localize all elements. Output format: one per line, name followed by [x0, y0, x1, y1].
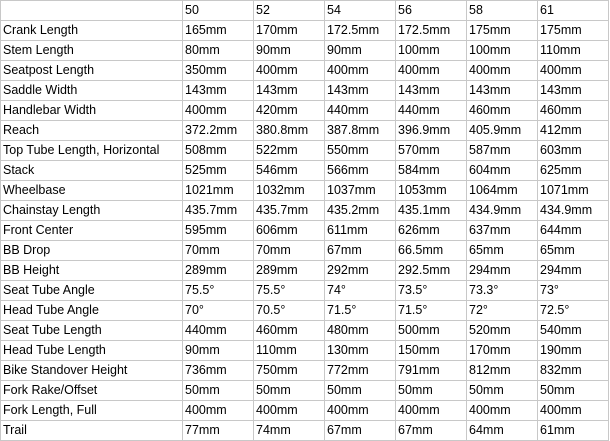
table-cell: 170mm: [467, 341, 538, 361]
table-cell: 644mm: [538, 221, 609, 241]
row-label: Seat Tube Angle: [1, 281, 183, 301]
table-row: [1, 361, 609, 381]
row-label: Stem Length: [1, 41, 183, 61]
table-cell: 550mm: [325, 141, 396, 161]
table-cell: 61mm: [538, 421, 609, 441]
table-cell: 165mm: [183, 21, 254, 41]
row-label: Handlebar Width: [1, 101, 183, 121]
table-row: [1, 41, 609, 61]
table-cell: 460mm: [538, 101, 609, 121]
table-cell: 380.8mm: [254, 121, 325, 141]
table-cell: 396.9mm: [396, 121, 467, 141]
table-row: [1, 301, 609, 321]
table-cell: 50mm: [467, 381, 538, 401]
row-label: Front Center: [1, 221, 183, 241]
table-cell: 626mm: [396, 221, 467, 241]
table-cell: 525mm: [183, 161, 254, 181]
row-label: Stack: [1, 161, 183, 181]
row-label: Chainstay Length: [1, 201, 183, 221]
row-label: Crank Length: [1, 21, 183, 41]
table-cell: 400mm: [467, 61, 538, 81]
table-row: [1, 341, 609, 361]
table-cell: 460mm: [254, 321, 325, 341]
table-cell: 400mm: [325, 61, 396, 81]
table-cell: 74°: [325, 281, 396, 301]
table-cell: 170mm: [254, 21, 325, 41]
table-cell: 400mm: [254, 401, 325, 421]
table-cell: 67mm: [396, 421, 467, 441]
table-cell: 71.5°: [325, 301, 396, 321]
table-row: [1, 261, 609, 281]
table-cell: 294mm: [467, 261, 538, 281]
table-cell: 289mm: [183, 261, 254, 281]
table-cell: 70mm: [254, 241, 325, 261]
table-cell: 1021mm: [183, 181, 254, 201]
table-cell: 440mm: [325, 101, 396, 121]
table-cell: 65mm: [538, 241, 609, 261]
table-cell: 73°: [538, 281, 609, 301]
table-cell: 172.5mm: [325, 21, 396, 41]
table-row: [1, 421, 609, 441]
table-cell: 604mm: [467, 161, 538, 181]
table-cell: 90mm: [325, 41, 396, 61]
table-cell: 66.5mm: [396, 241, 467, 261]
table-cell: 65mm: [467, 241, 538, 261]
table-cell: 750mm: [254, 361, 325, 381]
row-label: Head Tube Length: [1, 341, 183, 361]
table-cell: 400mm: [538, 401, 609, 421]
header-cell-size-54: 54: [325, 1, 396, 21]
table-cell: 50mm: [183, 381, 254, 401]
table-cell: 90mm: [254, 41, 325, 61]
table-cell: 435.2mm: [325, 201, 396, 221]
table-cell: 570mm: [396, 141, 467, 161]
table-row: [1, 81, 609, 101]
table-row: [1, 141, 609, 161]
table-cell: 143mm: [467, 81, 538, 101]
table-cell: 584mm: [396, 161, 467, 181]
table-cell: 175mm: [538, 21, 609, 41]
geometry-table-body: [1, 1, 609, 441]
table-cell: 143mm: [325, 81, 396, 101]
table-cell: 294mm: [538, 261, 609, 281]
table-cell: 1053mm: [396, 181, 467, 201]
table-cell: 400mm: [467, 401, 538, 421]
table-cell: 595mm: [183, 221, 254, 241]
table-cell: 1037mm: [325, 181, 396, 201]
row-label: BB Height: [1, 261, 183, 281]
header-cell-size-52: 52: [254, 1, 325, 21]
row-label: Seatpost Length: [1, 61, 183, 81]
table-cell: 405.9mm: [467, 121, 538, 141]
table-cell: 110mm: [538, 41, 609, 61]
table-cell: 73.5°: [396, 281, 467, 301]
table-cell: 190mm: [538, 341, 609, 361]
table-cell: 587mm: [467, 141, 538, 161]
table-cell: 73.3°: [467, 281, 538, 301]
header-cell-size-58: 58: [467, 1, 538, 21]
table-cell: 772mm: [325, 361, 396, 381]
table-cell: 110mm: [254, 341, 325, 361]
table-cell: 130mm: [325, 341, 396, 361]
table-cell: 71.5°: [396, 301, 467, 321]
table-cell: 143mm: [183, 81, 254, 101]
table-cell: 440mm: [183, 321, 254, 341]
table-row: [1, 21, 609, 41]
table-cell: 67mm: [325, 241, 396, 261]
table-cell: 289mm: [254, 261, 325, 281]
table-cell: 520mm: [467, 321, 538, 341]
table-cell: 1071mm: [538, 181, 609, 201]
table-cell: 400mm: [325, 401, 396, 421]
table-cell: 400mm: [396, 401, 467, 421]
row-label: Bike Standover Height: [1, 361, 183, 381]
table-cell: 74mm: [254, 421, 325, 441]
table-cell: 832mm: [538, 361, 609, 381]
header-cell-corner: [1, 1, 183, 21]
row-label: Saddle Width: [1, 81, 183, 101]
row-label: Fork Rake/Offset: [1, 381, 183, 401]
table-cell: 812mm: [467, 361, 538, 381]
table-row: [1, 201, 609, 221]
table-cell: 80mm: [183, 41, 254, 61]
table-cell: 50mm: [396, 381, 467, 401]
table-cell: 434.9mm: [538, 201, 609, 221]
table-row: [1, 181, 609, 201]
table-cell: 440mm: [396, 101, 467, 121]
row-label: Head Tube Angle: [1, 301, 183, 321]
table-cell: 508mm: [183, 141, 254, 161]
table-cell: 400mm: [254, 61, 325, 81]
table-cell: 500mm: [396, 321, 467, 341]
table-cell: 611mm: [325, 221, 396, 241]
table-row: [1, 221, 609, 241]
table-cell: 566mm: [325, 161, 396, 181]
table-cell: 100mm: [467, 41, 538, 61]
table-cell: 172.5mm: [396, 21, 467, 41]
table-cell: 64mm: [467, 421, 538, 441]
table-row: [1, 101, 609, 121]
table-cell: 143mm: [254, 81, 325, 101]
table-cell: 412mm: [538, 121, 609, 141]
table-cell: 540mm: [538, 321, 609, 341]
table-row: [1, 121, 609, 141]
table-cell: 100mm: [396, 41, 467, 61]
table-cell: 480mm: [325, 321, 396, 341]
table-cell: 460mm: [467, 101, 538, 121]
table-cell: 70.5°: [254, 301, 325, 321]
table-cell: 72°: [467, 301, 538, 321]
table-row: [1, 401, 609, 421]
table-cell: 292mm: [325, 261, 396, 281]
table-row: [1, 61, 609, 81]
table-cell: 70mm: [183, 241, 254, 261]
table-cell: 75.5°: [254, 281, 325, 301]
table-cell: 435.7mm: [254, 201, 325, 221]
table-cell: 400mm: [538, 61, 609, 81]
table-cell: 50mm: [254, 381, 325, 401]
table-cell: 546mm: [254, 161, 325, 181]
table-cell: 791mm: [396, 361, 467, 381]
row-label: Wheelbase: [1, 181, 183, 201]
table-cell: 400mm: [183, 101, 254, 121]
table-cell: 50mm: [325, 381, 396, 401]
row-label: Reach: [1, 121, 183, 141]
table-cell: 67mm: [325, 421, 396, 441]
row-label: Fork Length, Full: [1, 401, 183, 421]
table-cell: 90mm: [183, 341, 254, 361]
table-cell: 435.7mm: [183, 201, 254, 221]
table-row: [1, 241, 609, 261]
table-cell: 435.1mm: [396, 201, 467, 221]
header-cell-size-56: 56: [396, 1, 467, 21]
table-cell: 372.2mm: [183, 121, 254, 141]
table-row: [1, 281, 609, 301]
row-label: Top Tube Length, Horizontal: [1, 141, 183, 161]
header-row: [1, 1, 609, 21]
table-cell: 637mm: [467, 221, 538, 241]
table-cell: 292.5mm: [396, 261, 467, 281]
table-cell: 143mm: [538, 81, 609, 101]
table-cell: 75.5°: [183, 281, 254, 301]
table-cell: 350mm: [183, 61, 254, 81]
table-cell: 50mm: [538, 381, 609, 401]
table-cell: 736mm: [183, 361, 254, 381]
table-cell: 387.8mm: [325, 121, 396, 141]
header-cell-size-50: 50: [183, 1, 254, 21]
header-cell-size-61: 61: [538, 1, 609, 21]
table-cell: 1032mm: [254, 181, 325, 201]
table-cell: 150mm: [396, 341, 467, 361]
table-cell: 1064mm: [467, 181, 538, 201]
row-label: Seat Tube Length: [1, 321, 183, 341]
table-cell: 606mm: [254, 221, 325, 241]
row-label: Trail: [1, 421, 183, 441]
table-cell: 603mm: [538, 141, 609, 161]
table-cell: 400mm: [396, 61, 467, 81]
table-cell: 175mm: [467, 21, 538, 41]
row-label: BB Drop: [1, 241, 183, 261]
table-cell: 434.9mm: [467, 201, 538, 221]
table-cell: 77mm: [183, 421, 254, 441]
table-cell: 143mm: [396, 81, 467, 101]
table-row: [1, 381, 609, 401]
table-cell: 522mm: [254, 141, 325, 161]
table-row: [1, 321, 609, 341]
table-row: [1, 161, 609, 181]
table-cell: 625mm: [538, 161, 609, 181]
table-cell: 400mm: [183, 401, 254, 421]
table-cell: 72.5°: [538, 301, 609, 321]
table-cell: 420mm: [254, 101, 325, 121]
table-cell: 70°: [183, 301, 254, 321]
